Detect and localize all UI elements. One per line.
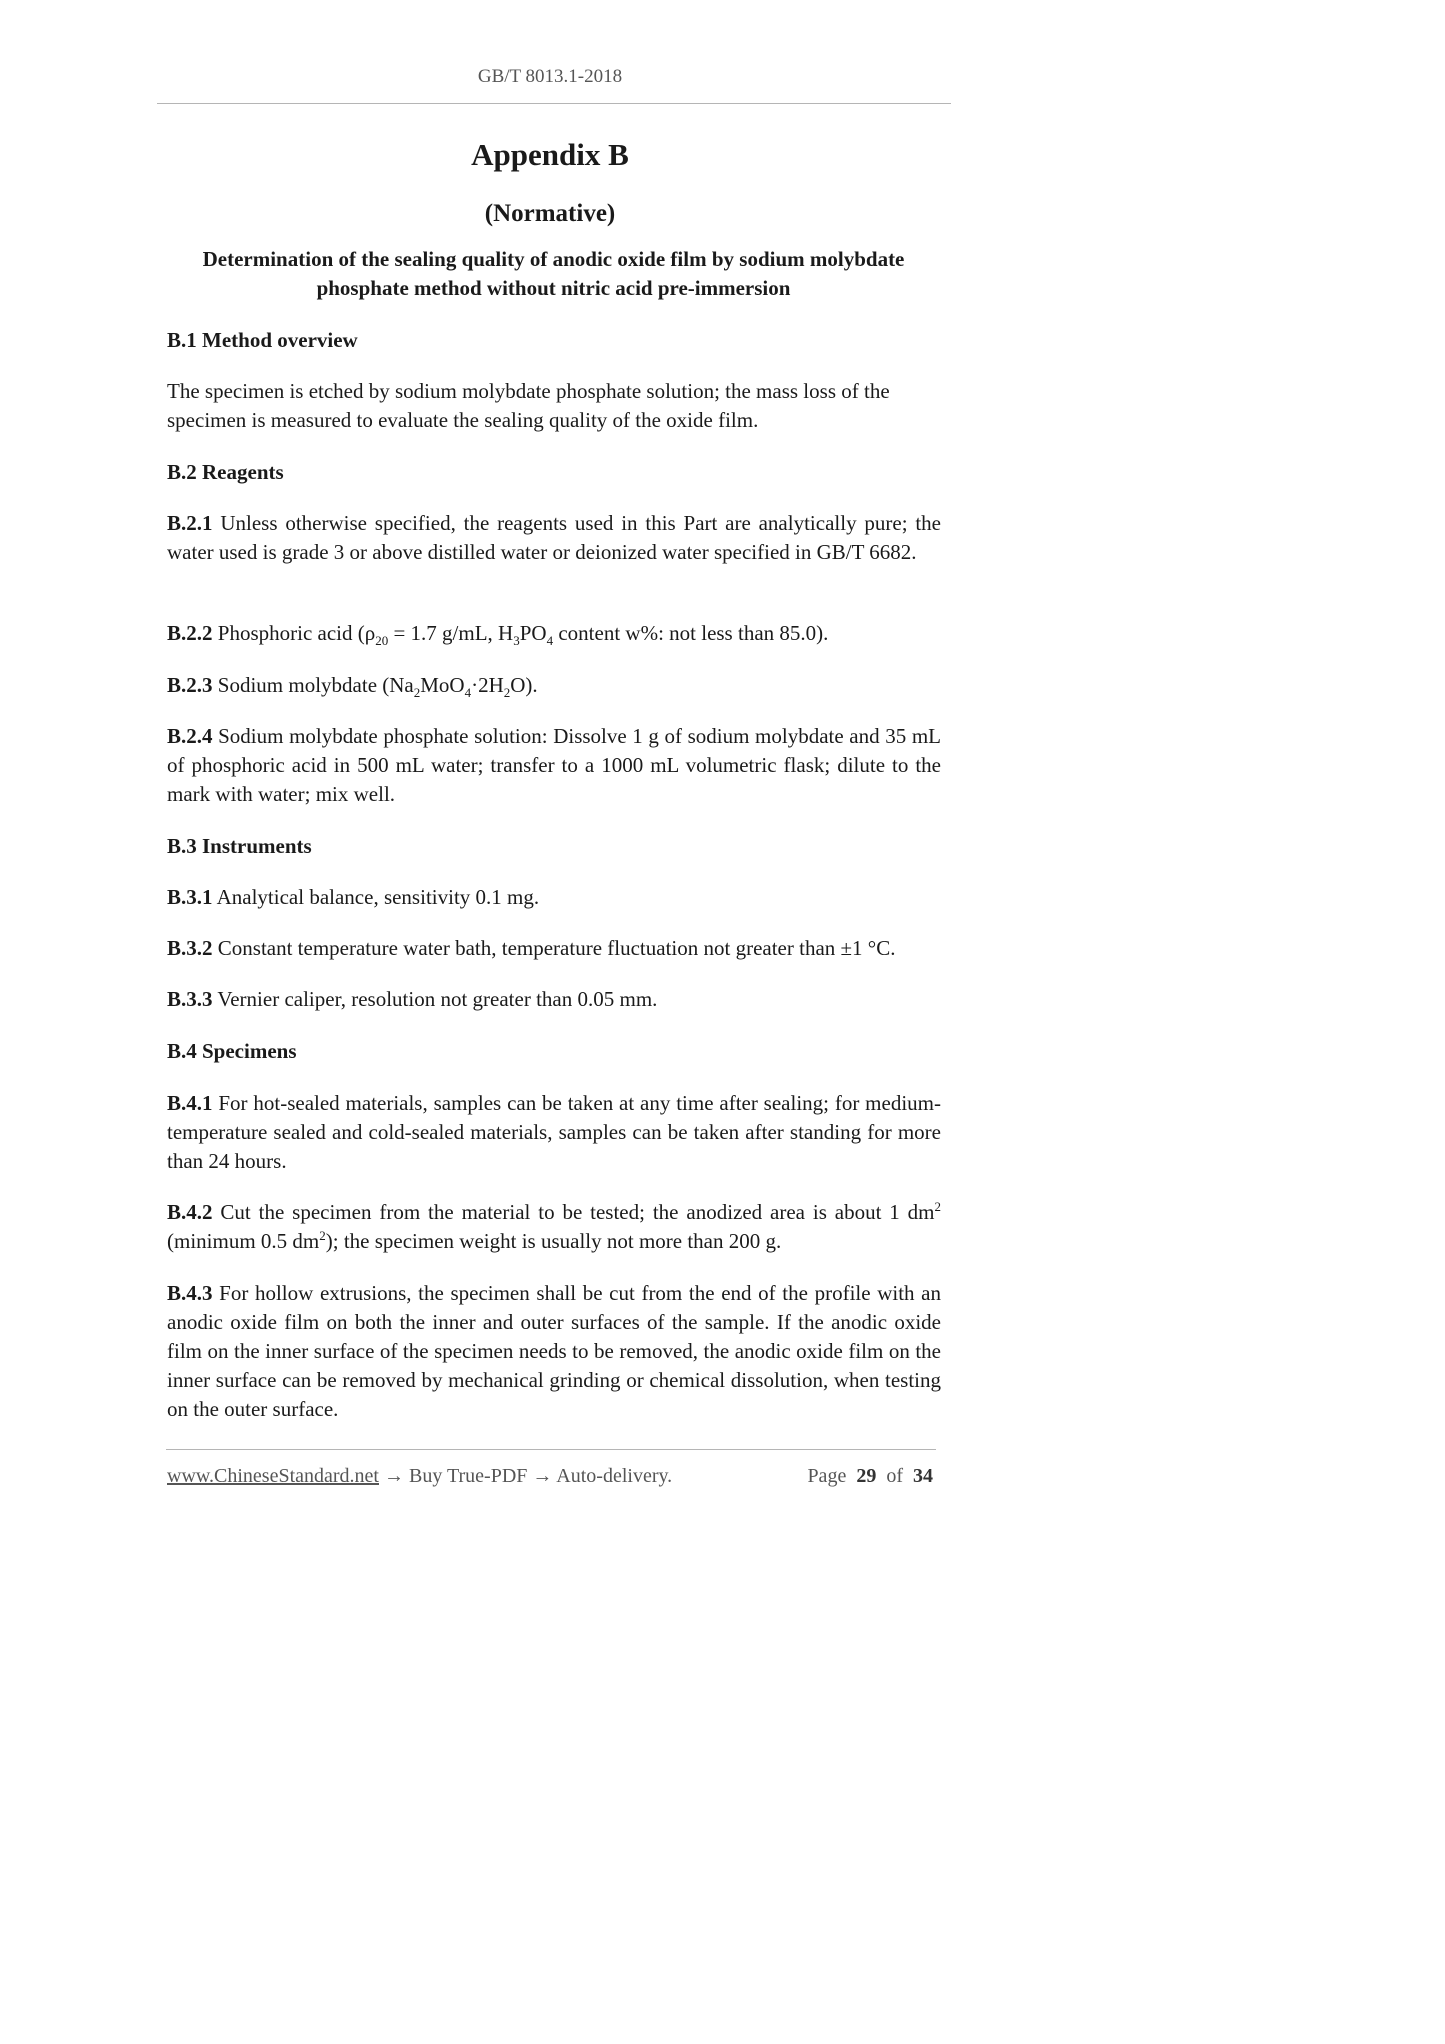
appendix-subtitle: (Normative) bbox=[484, 200, 616, 227]
page-total: 34 bbox=[913, 1465, 933, 1487]
clause-number: B.2.1 bbox=[167, 511, 213, 535]
section-b2-heading: B.2 Reagents bbox=[167, 460, 284, 484]
superscript: 2 bbox=[319, 1228, 326, 1243]
clause-text: content w%: not less than 85.0). bbox=[553, 621, 829, 645]
clause-text: Vernier caliper, resolution not greater than 0.05 mm. bbox=[217, 987, 658, 1011]
clause-text: PO bbox=[519, 621, 547, 645]
clause-number: B.2.3 bbox=[167, 673, 213, 697]
clause-text: Sodium molybdate (Na bbox=[217, 673, 414, 697]
header-standard-id: GB/T 8013.1-2018 bbox=[477, 66, 623, 87]
clause-b4-2 bbox=[167, 1198, 941, 1256]
clause-text: For hot-sealed materials, samples can be taken at any time after sealing; for medium-temperature sealed and cold-sealed materials, samples can be taken after standing for more than 24 hours. bbox=[167, 1091, 941, 1173]
clause-b3-3 bbox=[167, 985, 941, 1014]
section-b1-heading: B.1 Method overview bbox=[167, 328, 358, 352]
clause-text: Sodium molybdate phosphate solution: Dissolve 1 g of sodium molybdate and 35 mL of phosphoric acid in 500 mL water; transfer to a 1000 mL volumetric flask; dilute to the mark with water; mix well. bbox=[167, 724, 941, 806]
clause-number: B.3.3 bbox=[167, 987, 213, 1011]
clause-text: Analytical balance, sensitivity 0.1 mg. bbox=[216, 885, 540, 909]
clause-b4-3 bbox=[167, 1279, 941, 1424]
page-indicator bbox=[807, 1465, 933, 1488]
subscript: 20 bbox=[375, 633, 389, 649]
page-label: Page bbox=[807, 1465, 847, 1487]
clause-text: ); the specimen weight is usually not more than 200 g. bbox=[325, 1229, 782, 1253]
clause-number: B.4.3 bbox=[167, 1281, 213, 1305]
clause-b2-1 bbox=[167, 509, 941, 567]
section-b4-heading: B.4 Specimens bbox=[167, 1039, 297, 1063]
clause-number: B.4.1 bbox=[167, 1091, 213, 1115]
appendix-heading: Determination of the sealing quality of anodic oxide film by sodium molybdate phosphate method without nitric acid pre-immersion bbox=[202, 247, 905, 300]
clause-b3-2 bbox=[167, 934, 941, 963]
clause-text: ·2H bbox=[471, 673, 504, 697]
clause-text: For hollow extrusions, the specimen shall be cut from the end of the profile with an anodic oxide film on both the inner and outer surfaces of the sample. If the anodic oxide film on the inner surface of the specimen needs to be removed, the anodic oxide film on the inner surface can be removed by mechanical grinding or chemical dissolution, when testing on the outer surface. bbox=[167, 1281, 941, 1421]
header-divider bbox=[157, 103, 951, 104]
footer-link bbox=[167, 1465, 672, 1488]
subscript: 2 bbox=[503, 685, 511, 701]
section-b1-text: The specimen is etched by sodium molybdate phosphate solution; the mass loss of the specimen is measured to evaluate the sealing quality of the oxide film. bbox=[167, 379, 890, 432]
superscript: 2 bbox=[934, 1199, 942, 1214]
subscript: 2 bbox=[413, 685, 421, 701]
clause-number: B.4.2 bbox=[167, 1200, 213, 1224]
clause-text: Unless otherwise specified, the reagents used in this Part are analytically pure; the water used is grade 3 or above distilled water or deionized water specified in GB/T 6682. bbox=[167, 511, 941, 564]
of-label: of bbox=[886, 1465, 903, 1487]
footer-delivery-text: Auto-delivery. bbox=[556, 1465, 673, 1487]
clause-b3-1 bbox=[167, 883, 941, 912]
clause-text: Constant temperature water bath, temperature fluctuation not greater than ±1 °C. bbox=[217, 936, 896, 960]
clause-number: B.3.2 bbox=[167, 936, 213, 960]
clause-number: B.2.4 bbox=[167, 724, 213, 748]
subscript: 4 bbox=[464, 685, 472, 701]
clause-text: Phosphoric acid (ρ bbox=[217, 621, 376, 645]
appendix-title: Appendix B bbox=[471, 137, 629, 172]
clause-number: B.3.1 bbox=[167, 885, 213, 909]
subscript: 4 bbox=[546, 633, 554, 649]
arrow-right-icon: → bbox=[384, 1465, 404, 1487]
clause-text: (minimum 0.5 dm bbox=[167, 1229, 320, 1253]
clause-text: = 1.7 g/mL, H bbox=[388, 621, 514, 645]
clause-b2-2 bbox=[167, 619, 941, 648]
clause-text: Cut the specimen from the material to be tested; the anodized area is about 1 dm bbox=[220, 1200, 935, 1224]
clause-b2-4 bbox=[167, 722, 941, 809]
arrow-right-icon: → bbox=[532, 1465, 553, 1487]
clause-number: B.2.2 bbox=[167, 621, 213, 645]
clause-b2-3 bbox=[167, 671, 941, 700]
clause-b4-1 bbox=[167, 1089, 941, 1176]
clause-text: O). bbox=[510, 673, 538, 697]
footer-buy-text: Buy True-PDF bbox=[409, 1465, 528, 1487]
footer-url-link[interactable]: www.ChineseStandard.net bbox=[167, 1465, 379, 1487]
footer-divider bbox=[166, 1449, 936, 1450]
section-b3-heading: B.3 Instruments bbox=[167, 834, 312, 858]
clause-text: MoO bbox=[420, 673, 465, 697]
page-number: 29 bbox=[856, 1465, 877, 1487]
subscript: 3 bbox=[513, 633, 520, 649]
